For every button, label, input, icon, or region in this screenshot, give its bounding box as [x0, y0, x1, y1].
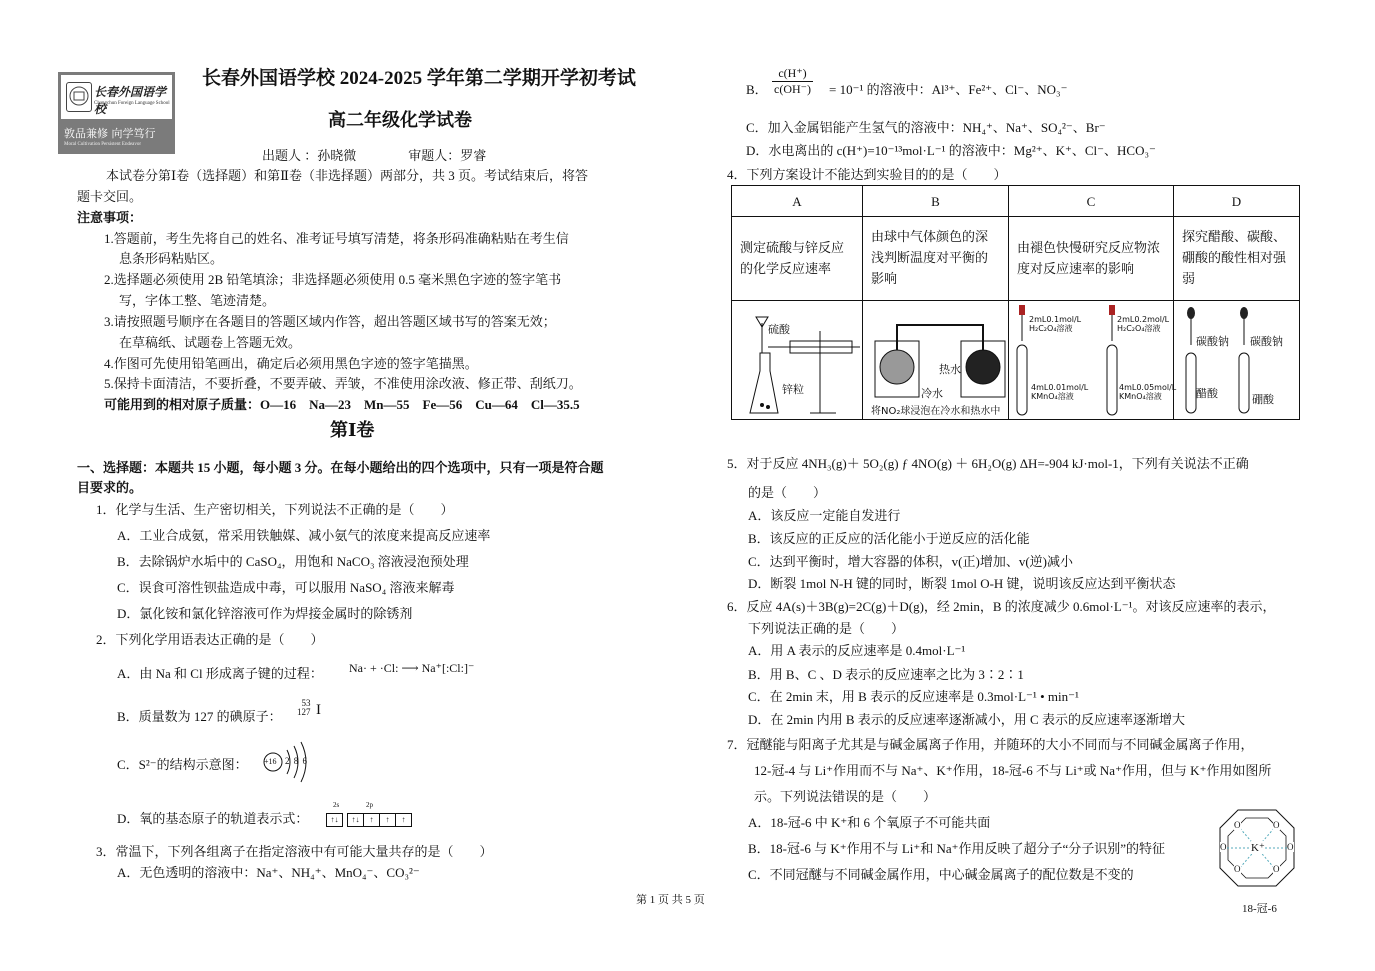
q4-text-d: 探究醋酸、碳酸、硼酸的酸性相对强弱 — [1174, 217, 1300, 301]
q6-option-d: D．在 2min 内用 B 表示的反应速率逐渐减小，用 C 表示的反应速率逐渐增大 — [748, 712, 1185, 727]
q5-option-c: C．达到平衡时，增大容器的体积，v(正)增加、v(逆)减小 — [748, 554, 1073, 569]
q2-option-c: C．S²⁻的结构示意图： — [117, 757, 248, 772]
q4-options-table — [731, 185, 1300, 420]
q2-option-a: A．由 Na 和 Cl 形成离子键的过程： — [117, 666, 323, 681]
q5-stem-2: 的是（ ） — [748, 485, 827, 500]
q4-stem: 4．下列方案设计不能达到实验目的的是（ ） — [727, 167, 1007, 182]
note-item: 4.作图可先使用铅笔画出，确定后必须用黑色字迹的签字笔描黑。 — [104, 356, 478, 371]
notes-title: 注意事项： — [77, 210, 143, 225]
q4-text-a: 测定硫酸与锌反应的化学反应速率 — [732, 217, 863, 301]
q4-figure-a — [732, 301, 863, 420]
fig-a-zinc-label: 锌粒 — [782, 383, 804, 396]
q5-option-b: B．该反应的正反应的活化能小于逆反应的活化能 — [748, 531, 1030, 546]
sulfide-nucleus: +16 — [264, 757, 277, 766]
fig-c-label: H₂C₂O₄溶液 — [1117, 324, 1161, 333]
orbital-box: ↑↓ — [326, 813, 343, 827]
q4-figure-row — [732, 301, 1300, 420]
q2-option-b: B．质量数为 127 的碘原子： — [117, 709, 282, 724]
q2-b-symbol: I — [316, 702, 321, 718]
q7-option-c: C．不同冠醚与不同碱金属作用，中心碱金属离子的配位数是不变的 — [748, 867, 1134, 882]
q3-b-denominator: c(OH⁻) — [774, 82, 811, 96]
q6-stem: 6．反应 4A(s)＋3B(g)=2C(g)＋D(g)，经 2min，B 的浓度减少 0.6mol·L⁻¹。对该反应速率的表示， — [727, 599, 1276, 614]
orbital-label-2p: 2p — [366, 801, 373, 809]
fig-c-label: KMnO₄溶液 — [1119, 392, 1162, 401]
fig-b-caption: 将NO₂球浸泡在冷水和热水中 — [871, 406, 1001, 417]
fig-d-label: 碳酸钠 — [1250, 335, 1283, 348]
section-instruction: 一、选择题：本题共 15 小题，每小题 3 分。在每小题给出的四个选项中，只有一项是符合题 — [77, 460, 604, 475]
fig-c-bottom-right — [1119, 383, 1176, 401]
sulfide-shells: 2 8 6 — [285, 756, 308, 766]
fig-b-hot-water: 热水 — [939, 363, 961, 376]
logo-top-panel — [61, 75, 172, 119]
q1-option-a: A．工业合成氨，常采用铁触媒、减小氨气的浓度来提高反应速率 — [117, 528, 491, 543]
note-item: 息条形码粘贴区。 — [119, 251, 224, 266]
logo-motto: 敦品兼修 向学笃行 — [64, 127, 156, 140]
crown-ether-figure — [1216, 806, 1298, 890]
q4-header-row — [732, 186, 1300, 217]
q2-b-mass-number: 127 — [297, 707, 311, 717]
q7-stem: 7．冠醚能与阳离子尤其是与碱金属离子作用，并随环的大小不同而与不同碱金属离子作用， — [727, 737, 1254, 752]
q5-option-a: A．该反应一定能自发进行 — [748, 508, 901, 523]
q1-stem: 1．化学与生活、生产密切相关，下列说法不正确的是（ ） — [96, 502, 454, 517]
q7-option-a: A．18-冠-6 中 K⁺和 6 个氧原子不可能共面 — [748, 815, 991, 830]
fig-a-acid-label: 硫酸 — [768, 323, 790, 336]
q4-text-c: 由褪色快慢研究反应物浓度对反应速率的影响 — [1009, 217, 1174, 301]
intro-line-1: 本试卷分第Ⅰ卷（选择题）和第Ⅱ卷（非选择题）两部分，共 3 页。考试结束后，将答 — [106, 168, 588, 183]
crown-oxygen: O — [1234, 864, 1241, 874]
logo-school-name: 长春外国语学校 — [94, 85, 167, 116]
q1-option-b: B．去除锅炉水垢中的 CaSO₄，用饱和 NaCO₃ 溶液浸泡预处理 — [117, 554, 469, 569]
orbital-diagram — [326, 813, 412, 827]
fig-d-label: 硼酸 — [1252, 393, 1274, 406]
q6-option-b: B．用 B、C 、D 表示的反应速率之比为 3∶2∶1 — [748, 667, 1024, 682]
fig-b-cold-water: 冷水 — [921, 387, 943, 400]
fig-d-label: 醋酸 — [1196, 387, 1218, 400]
orbital-box: ↑ — [364, 813, 380, 827]
q1-option-d: D．氯化铵和氯化锌溶液可作为焊接金属时的除锈剂 — [117, 606, 413, 621]
q3-b-numerator: c(H⁺) — [772, 66, 813, 82]
part1-heading: 第Ⅰ卷 — [330, 420, 375, 440]
logo-school-en: Changchun Foreign Language School — [94, 101, 170, 106]
crown-oxygen: O — [1220, 842, 1227, 852]
q6-option-a: A．用 A 表示的反应速率是 0.4mol·L⁻¹ — [748, 643, 966, 658]
q6-option-c: C．在 2min 末，用 B 表示的反应速率是 0.3mol·L⁻¹ • min⁻¹ — [748, 689, 1079, 704]
orbital-box: ↑ — [380, 813, 396, 827]
q4-header-c: C — [1009, 186, 1174, 217]
logo-motto-en: Moral Cultivation Persistent Endeavor — [64, 142, 142, 147]
q4-header-d: D — [1174, 186, 1300, 217]
crown-center-ion: K⁺ — [1251, 842, 1265, 854]
crown-oxygen: O — [1273, 820, 1280, 830]
q3-option-d: D．水电离出的 c(H⁺)=10⁻¹³mol·L⁻¹ 的溶液中：Mg²⁺、K⁺、Cl⁻、HCO₃⁻ — [746, 143, 1156, 158]
school-logo — [58, 72, 175, 154]
q4-text-row — [732, 217, 1300, 301]
q5-stem: 5．对于反应 4NH₃(g)＋ 5O₂(g) ƒ 4NO(g) ＋ 6H₂O(g) ΔH=-904 kJ·mol-1，下列有关说法不正确 — [727, 456, 1249, 471]
fig-c-bottom-left — [1031, 383, 1088, 401]
section-instruction-2: 目要求的。 — [77, 480, 143, 495]
q7-option-b: B．18-冠-6 与 K⁺作用不与 Li⁺和 Na⁺作用反映了超分子“分子识别”的特征 — [748, 841, 1166, 856]
note-item: 1.答题前，考生先将自己的姓名、准考证号填写清楚，将条形码准确粘贴在考生信 — [104, 231, 569, 246]
atomic-masses: 可能用到的相对原子质量：O—16 Na—23 Mn—55 Fe—56 Cu—64 Cl—35.5 — [104, 397, 580, 412]
orbital-box: ↑↓ — [347, 813, 364, 827]
q2-b-nuclide — [297, 699, 311, 717]
q2-option-d: D．氧的基态原子的轨道表示式： — [117, 811, 309, 826]
fig-c-label: 4mL0.01mol/L — [1031, 383, 1089, 392]
note-item: 5.保持卡面清洁，不要折叠，不要弄破、弄皱，不准使用涂改液、修正带、刮纸刀。 — [104, 376, 582, 391]
fig-c-label: 4mL0.05mol/L — [1119, 383, 1177, 392]
q1-option-c: C．误食可溶性钡盐造成中毒，可以服用 NaSO₄ 溶液来解毒 — [117, 580, 455, 595]
fig-c-label: 2mL0.1mol/L — [1029, 315, 1082, 324]
fig-c-top-right — [1117, 315, 1169, 333]
q4-figure-b — [863, 301, 1009, 420]
q4-header-b: B — [863, 186, 1009, 217]
q4-figure-d — [1174, 301, 1300, 420]
q3-option-b-rest: = 10⁻¹ 的溶液中：Al³⁺、Fe²⁺、Cl⁻、NO₃⁻ — [829, 82, 1068, 97]
crown-ether-caption: 18-冠-6 — [1242, 903, 1277, 915]
crown-oxygen: O — [1234, 820, 1241, 830]
q7-stem-2: 12-冠-4 与 Li⁺作用而不与 Na⁺、K⁺作用，18-冠-6 不与 Li⁺或 Na⁺作用，但与 K⁺作用如图所 — [754, 763, 1272, 778]
q3-b-fraction — [772, 66, 813, 97]
acid-strength-test-tubes-diagram — [1174, 301, 1292, 419]
zinc-acid-apparatus-diagram — [732, 301, 862, 419]
q2-stem: 2．下列化学用语表达正确的是（ ） — [96, 632, 324, 647]
orbital-box: ↑ — [396, 813, 412, 827]
fig-c-label: 2mL0.2mol/L — [1117, 315, 1170, 324]
crown-oxygen: O — [1273, 864, 1280, 874]
note-item: 2.选择题必须使用 2B 铅笔填涂；非选择题必须使用 0.5 毫米黑色字迹的签字笔书 — [104, 272, 562, 287]
q5-option-d: D．断裂 1mol N-H 键的同时，断裂 1mol O-H 键，说明该反应达到平衡状态 — [748, 576, 1176, 591]
exam-title: 长春外国语学校 2024-2025 学年第二学期开学初考试 — [202, 68, 636, 89]
crown-oxygen: O — [1287, 842, 1294, 852]
note-item: 在草稿纸、试题卷上答题无效。 — [119, 335, 302, 350]
emblem-shape — [67, 83, 91, 111]
page-footer: 第 1 页 共 5 页 — [636, 894, 705, 906]
intro-line-2: 题卡交回。 — [77, 189, 143, 204]
note-item: 3.请按照题号顺序在各题目的答题区域内作答，超出答题区域书写的答案无效； — [104, 314, 556, 329]
note-item: 写，字体工整、笔迹清楚。 — [119, 293, 276, 308]
fig-c-top-left — [1029, 315, 1081, 333]
school-emblem-icon — [66, 82, 92, 112]
exam-subtitle: 高二年级化学试卷 — [328, 110, 472, 130]
q2-a-formula: Na· + ·Cl: ⟶ Na⁺[:Cl:]⁻ — [349, 661, 475, 675]
exam-authors: 出题人 ：孙晓微 审题人：罗睿 — [262, 148, 487, 163]
q3-option-c: C．加入金属铝能产生氢气的溶液中：NH₄⁺、Na⁺、SO₄²⁻、Br⁻ — [746, 120, 1106, 135]
q4-figure-c — [1009, 301, 1177, 420]
q2-b-atomic-number: 53 — [301, 698, 311, 708]
fig-c-label: H₂C₂O₄溶液 — [1029, 324, 1073, 333]
fig-c-label: KMnO₄溶液 — [1031, 392, 1074, 401]
q7-stem-3: 示。下列说法错误的是（ ） — [754, 789, 937, 804]
q4-text-b: 由球中气体颜色的深浅判断温度对平衡的影响 — [863, 217, 1009, 301]
q4-header-a: A — [732, 186, 863, 217]
q3-stem: 3．常温下，下列各组离子在指定溶液中有可能大量共存的是（ ） — [96, 844, 493, 859]
orbital-label-2s: 2s — [333, 801, 340, 809]
q3-option-b-label: B． — [746, 82, 768, 97]
q3-option-a: A．无色透明的溶液中：Na⁺、NH₄⁺、MnO₄⁻、CO₃²⁻ — [117, 865, 420, 880]
q6-stem-2: 下列说法正确的是（ ） — [748, 621, 905, 636]
fig-d-label: 碳酸钠 — [1196, 335, 1229, 348]
